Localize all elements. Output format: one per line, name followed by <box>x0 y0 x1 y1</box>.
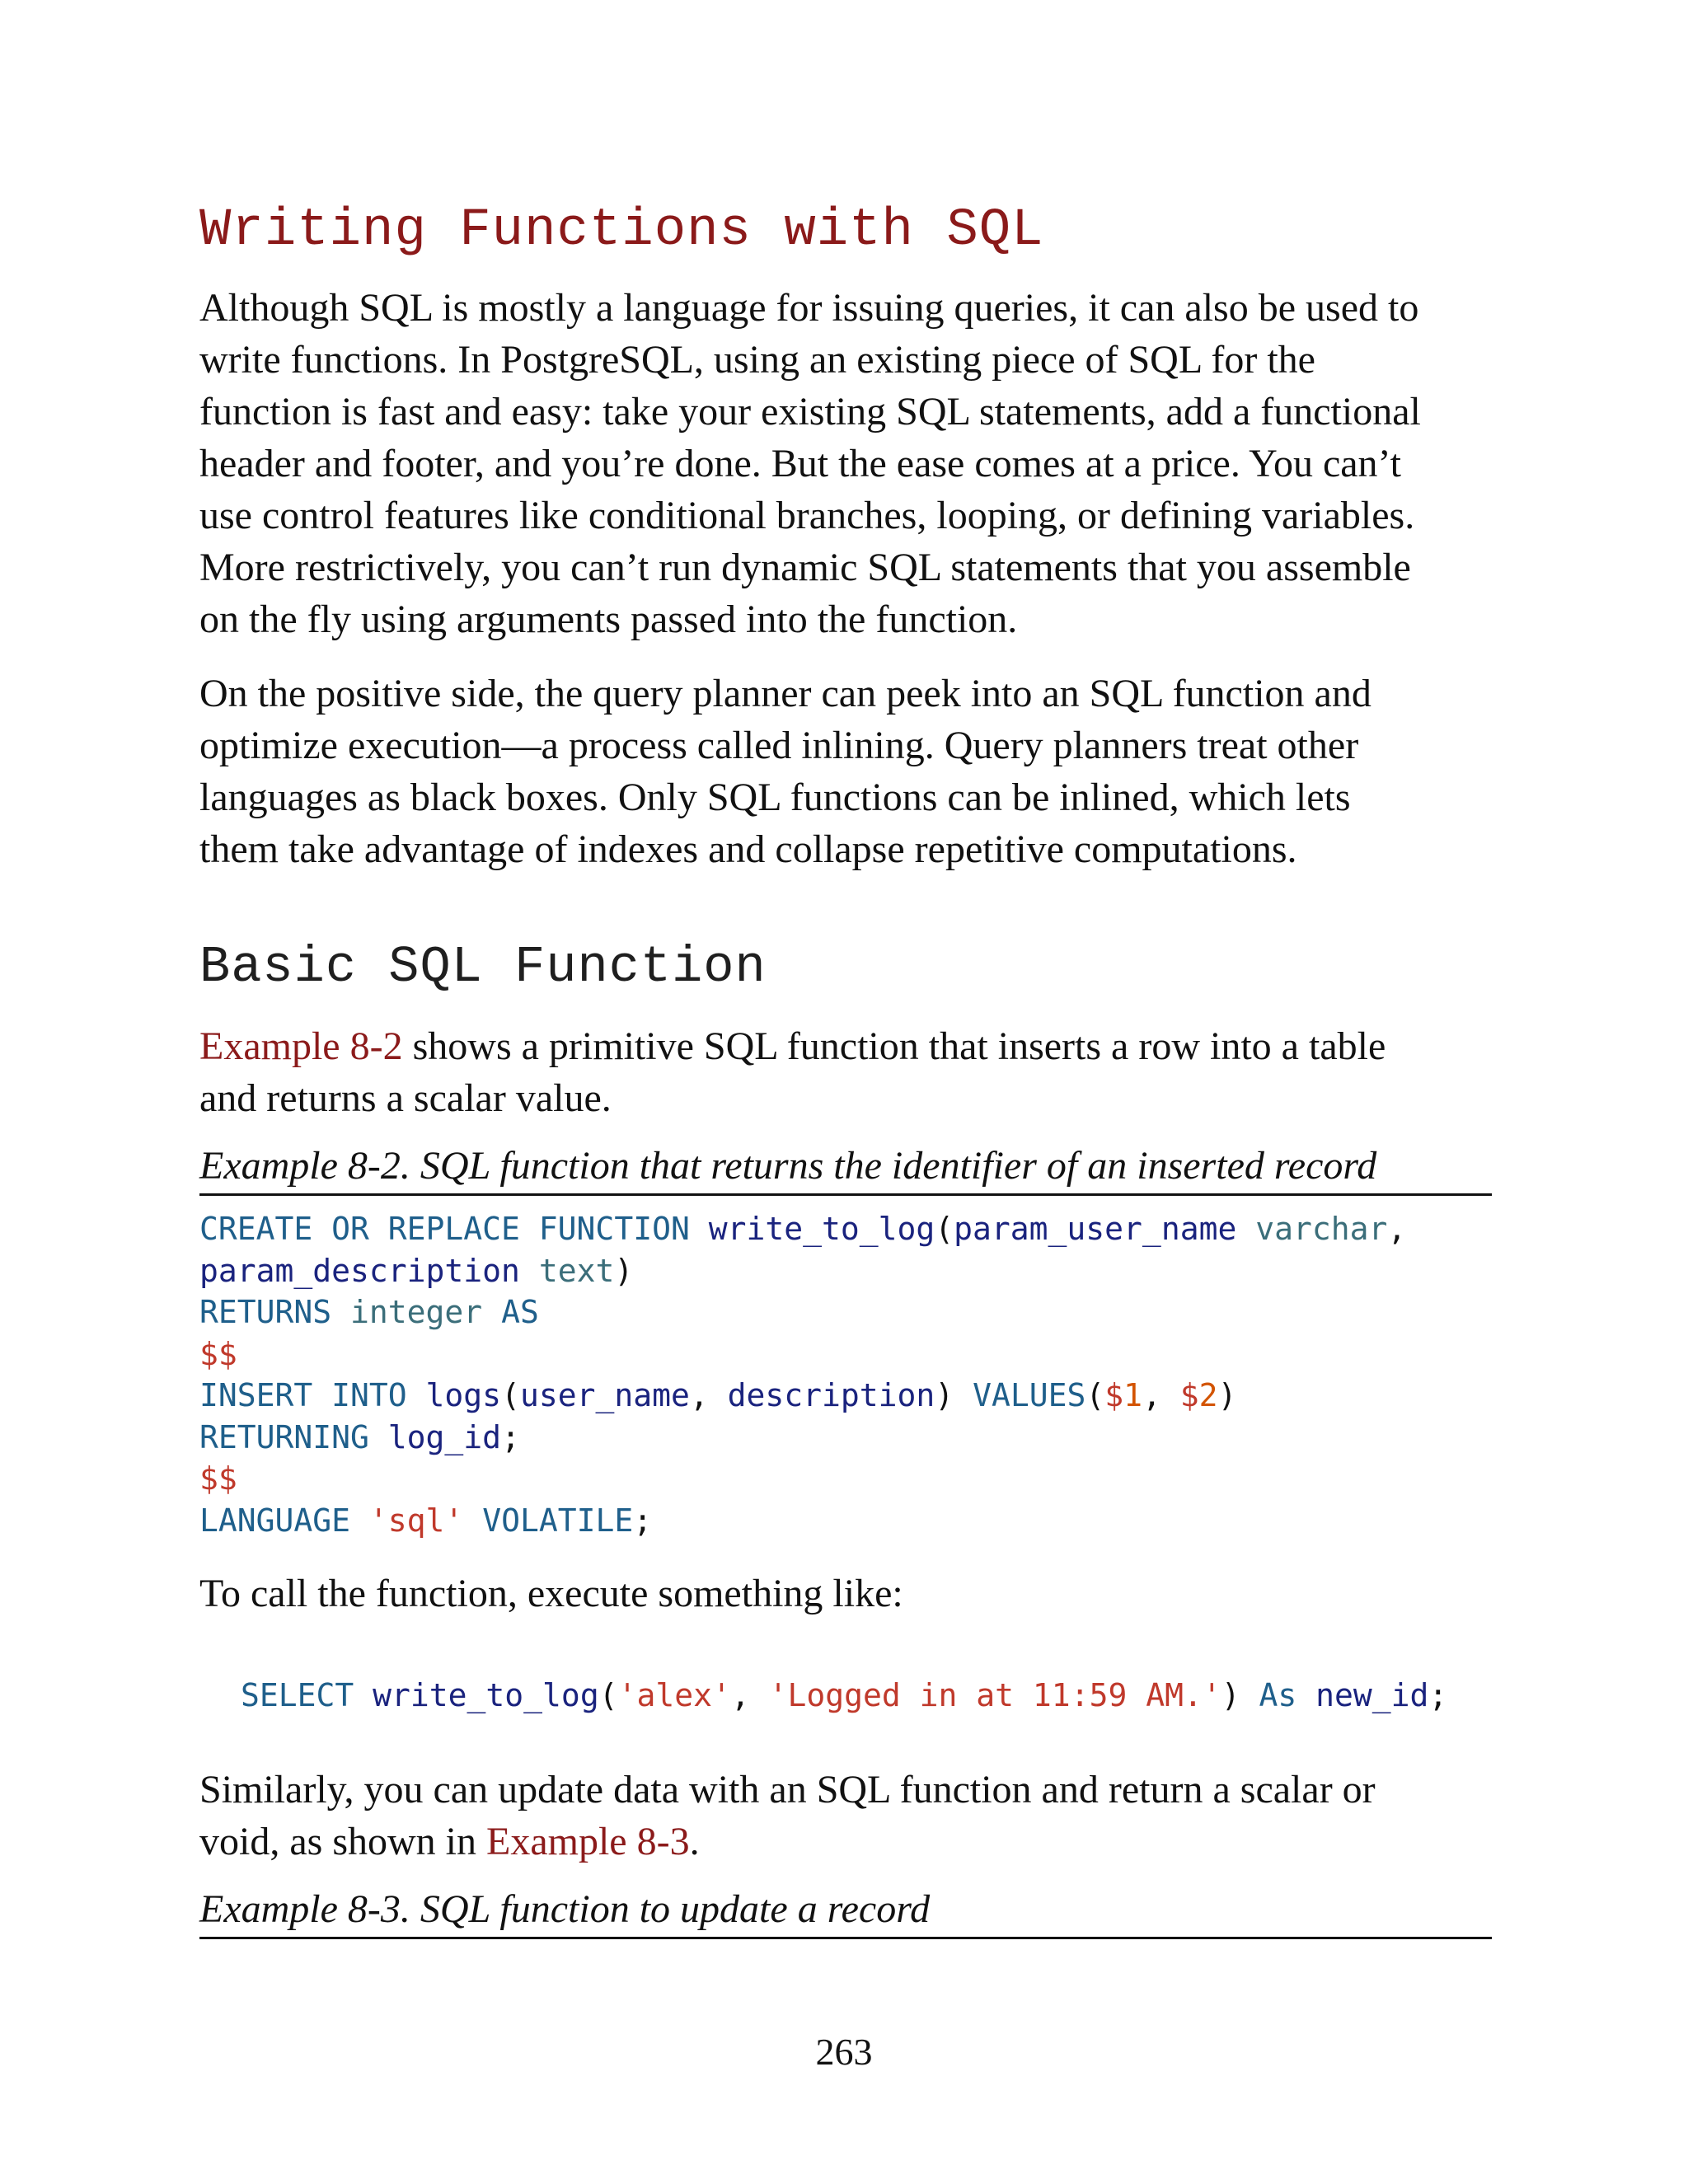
code-token: description <box>727 1377 935 1413</box>
code-token: VOLATILE <box>482 1502 634 1539</box>
example-8-2-caption: Example 8-2. SQL function that returns the identifier of an inserted record <box>199 1141 1492 1196</box>
inlining-line: On the positive side, the query planner can peek into an SQL function and <box>199 672 1372 715</box>
example-8-2-code-line <box>199 1333 1406 1376</box>
intro-paragraph <box>199 282 1502 645</box>
code-token: $$ <box>199 1460 237 1497</box>
code-token: ; <box>633 1502 653 1539</box>
code-token: new_id <box>1315 1677 1429 1713</box>
update-paragraph <box>199 1764 1502 1868</box>
code-token: integer <box>350 1294 502 1330</box>
code-token: log_id <box>387 1418 502 1455</box>
update-line-1: Similarly, you can update data with an SQL function and return a scalar or <box>199 1768 1376 1811</box>
intro-line: function is fast and easy: take your existing SQL statements, add a functional <box>199 390 1421 434</box>
intro-line: More restrictively, you can’t run dynamic SQL statements that you assemble <box>199 546 1411 589</box>
subsection-title: Basic SQL Function <box>199 938 767 996</box>
intro-line: on the fly using arguments passed into the function. <box>199 598 1018 641</box>
intro-line: Although SQL is mostly a language for issuing queries, it can also be used to <box>199 286 1419 330</box>
call-line: To call the function, execute something like: <box>199 1572 903 1615</box>
inlining-line: them take advantage of indexes and collapse repetitive computations. <box>199 827 1297 871</box>
example-8-2-code-line <box>199 1500 1406 1542</box>
code-token: ; <box>1428 1677 1448 1713</box>
code-token: write_to_log <box>708 1211 935 1247</box>
example-8-2-code-line <box>199 1375 1406 1417</box>
code-token: , <box>689 1377 728 1413</box>
example-8-2-code-line <box>199 1458 1406 1500</box>
code-token: 2 <box>1198 1377 1218 1413</box>
call-code-block <box>241 1675 1447 1717</box>
example-8-3-caption: Example 8-3. SQL function to update a record <box>199 1884 1492 1939</box>
code-token: varchar <box>1255 1211 1388 1247</box>
code-token: $ <box>1104 1377 1124 1413</box>
code-token: param_description <box>199 1252 539 1289</box>
update-line-2-text: void, as shown in <box>199 1820 486 1863</box>
basic-line-1 <box>199 1020 1502 1072</box>
basic-function-paragraph <box>199 1020 1502 1124</box>
example-8-2-code-block <box>199 1208 1406 1541</box>
example-8-2-code-line <box>199 1417 1406 1459</box>
code-token: SELECT <box>241 1677 373 1713</box>
page-number: 263 <box>815 2031 873 2073</box>
call-paragraph <box>199 1568 1502 1619</box>
code-token: ) <box>1217 1377 1237 1413</box>
code-token: logs <box>425 1377 502 1413</box>
update-line-2-end: . <box>689 1820 700 1863</box>
code-token: 'Logged in at 11:59 AM.' <box>768 1677 1221 1713</box>
intro-line: write functions. In PostgreSQL, using an existing piece of SQL for the <box>199 338 1315 382</box>
code-token: write_to_log <box>373 1677 599 1713</box>
code-token: $$ <box>199 1335 237 1372</box>
code-token: , <box>730 1677 769 1713</box>
example-8-2-code-line <box>199 1208 1406 1250</box>
code-token: ( <box>501 1377 520 1413</box>
example-8-3-link[interactable]: Example 8-3 <box>486 1820 690 1863</box>
code-token: 'alex' <box>617 1677 731 1713</box>
code-token: ( <box>598 1677 618 1713</box>
code-token: ( <box>1085 1377 1105 1413</box>
basic-line-2: and returns a scalar value. <box>199 1076 612 1120</box>
code-token: $ <box>1179 1377 1199 1413</box>
code-token: , <box>1387 1211 1407 1247</box>
example-8-2-code-line <box>199 1250 1406 1292</box>
code-token: LANGUAGE <box>199 1502 369 1539</box>
code-token: ( <box>935 1211 954 1247</box>
code-token: , <box>1142 1377 1180 1413</box>
code-token: user_name <box>519 1377 690 1413</box>
code-token: INSERT INTO <box>199 1377 426 1413</box>
call-code-line <box>241 1675 1447 1717</box>
code-token: ; <box>501 1418 520 1455</box>
inlining-paragraph <box>199 668 1502 875</box>
code-token: VALUES <box>973 1377 1086 1413</box>
code-token: text <box>538 1252 615 1289</box>
code-token: RETURNS <box>199 1294 351 1330</box>
example-8-2-link[interactable]: Example 8-2 <box>199 1024 403 1068</box>
code-token: CREATE OR REPLACE FUNCTION <box>199 1211 709 1247</box>
intro-line: header and footer, and you’re done. But the ease comes at a price. You can’t <box>199 442 1401 485</box>
code-token: ) <box>935 1377 973 1413</box>
code-token: 1 <box>1123 1377 1143 1413</box>
code-token: param_user_name <box>954 1211 1256 1247</box>
code-token: AS <box>501 1294 539 1330</box>
section-title: Writing Functions with SQL <box>199 201 1044 260</box>
update-line-2 <box>199 1816 1502 1868</box>
code-token: RETURNING <box>199 1418 388 1455</box>
inlining-line: languages as black boxes. Only SQL functions can be inlined, which lets <box>199 776 1351 819</box>
code-token: ) <box>614 1252 634 1289</box>
example-8-2-code-line <box>199 1291 1406 1333</box>
code-token: 'sql' <box>368 1502 483 1539</box>
inlining-line: optimize execution—a process called inlining. Query planners treat other <box>199 724 1359 767</box>
code-token: ) <box>1221 1677 1259 1713</box>
intro-line: use control features like conditional branches, looping, or defining variables. <box>199 494 1415 537</box>
code-token: As <box>1259 1677 1316 1713</box>
basic-line-1-text: shows a primitive SQL function that inserts a row into a table <box>402 1024 1386 1068</box>
